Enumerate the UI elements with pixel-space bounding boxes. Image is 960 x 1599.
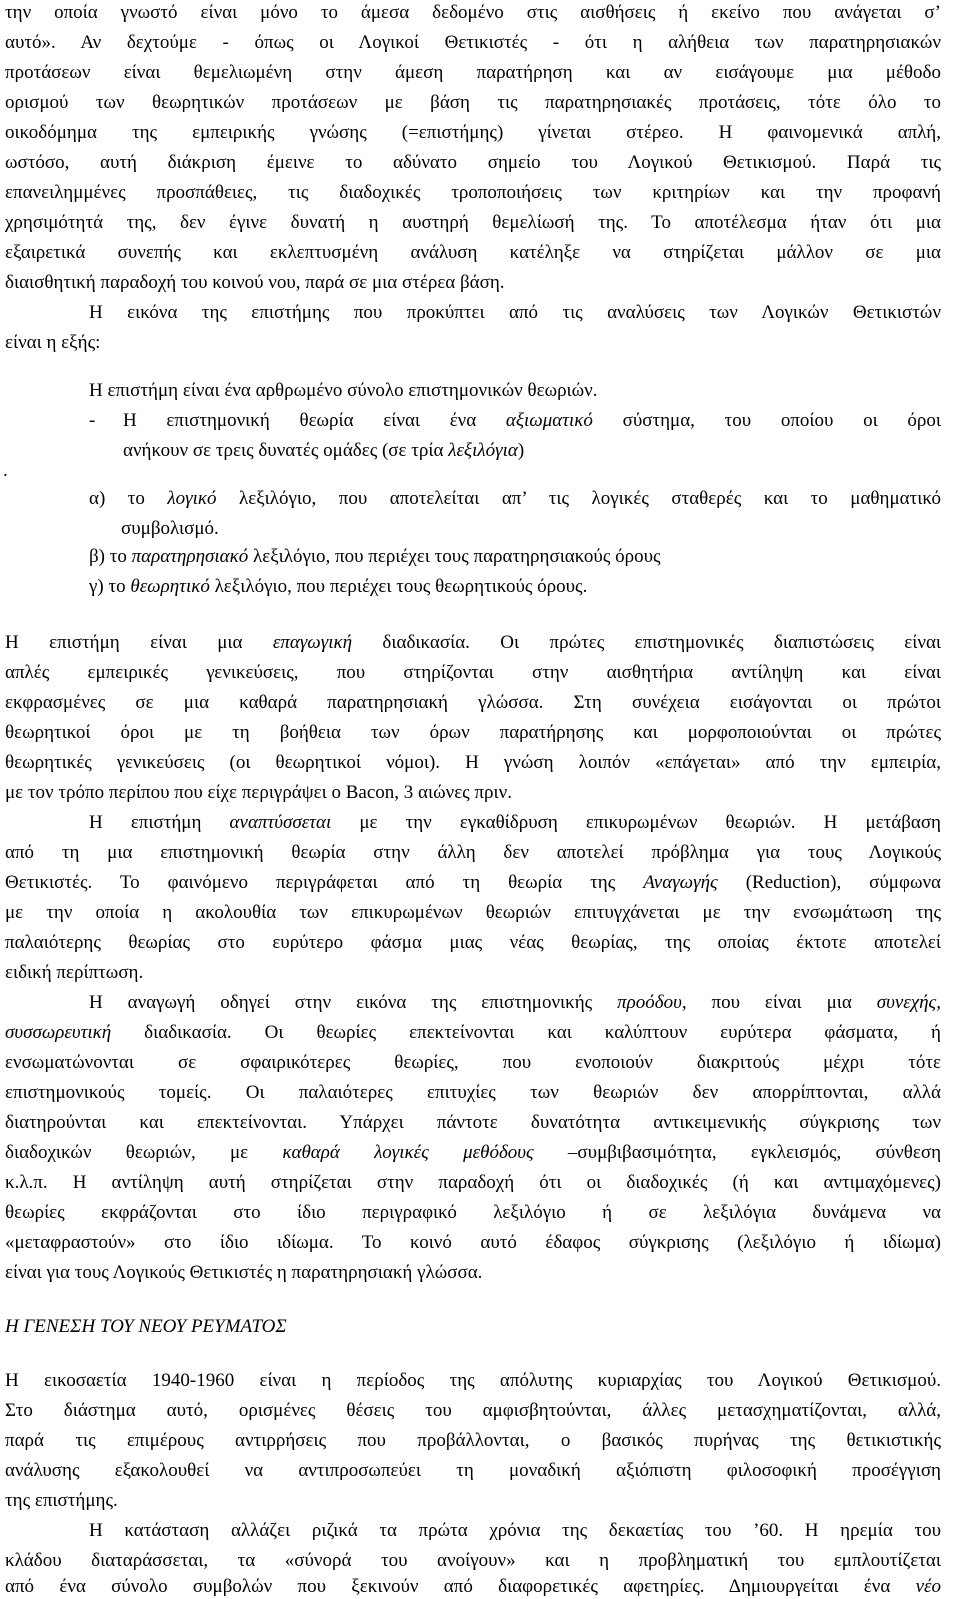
- text-line: Η εικόνα της επιστήμης που προκύπτει από τις αναλύσεις των Λογικών Θετικιστών: [89, 302, 941, 323]
- text-line: επιστημονικούς τομείς. Οι παλαιότερες επιτυχίες των θεωριών δεν απορρίπτονται, αλλά: [5, 1082, 941, 1103]
- text-run: λεξιλόγιο, που περιέχει τους παρατηρησιακούς όρους: [248, 546, 661, 567]
- list-item: [123, 411, 941, 433]
- text-run: Η αναγωγή οδηγεί στην εικόνα της επιστημονικής: [89, 992, 618, 1013]
- emphasis: επαγωγική: [272, 632, 353, 653]
- text-line: με τον τρόπο περίπου που είχε περιγράψει ο Bacon, 3 αιώνες πριν.: [5, 782, 512, 803]
- text-line: Η κατάσταση αλλάζει ριζικά τα πρώτα χρόνια της δεκαετίας του ’60. Η ηρεμία του: [89, 1520, 941, 1541]
- text-line: είναι η εξής:: [5, 332, 101, 353]
- text-line: είναι για τους Λογικούς Θετικιστές η παρατηρησιακή γλώσσα.: [5, 1262, 483, 1283]
- text-run: α) το: [89, 488, 168, 509]
- text-line: προτάσεων είναι θεμελιωμένη στην άμεση παρατήρηση και αν εισάγουμε μια μέθοδο: [5, 62, 941, 83]
- text-line: παρά τις επιμέρους αντιρρήσεις που προβάλλονται, ο βασικός πυρήνας της θετικιστικής: [5, 1430, 941, 1451]
- text-line: επανειλημμένες προσπάθειες, τις διαδοχικές τροποποιήσεις των κριτηρίων και την προφανή: [5, 182, 941, 203]
- text-line: παλαιότερης θεωρίας στο ευρύτερο φάσμα μιας νέας θεωρίας, της οποίας έκτοτε αποτελεί: [5, 932, 941, 953]
- sub-item-a: [89, 489, 941, 511]
- emphasis: συνεχής,: [876, 992, 941, 1013]
- text-line: διαισθητική παραδοχή του κοινού νου, παρά σε μια στέρεα βάση.: [5, 272, 505, 293]
- text-line: της επιστήμης.: [5, 1490, 118, 1511]
- text-line: κ.λ.π. Η αντίληψη αυτή στηρίζεται στην παραδοχή ότι οι διαδοχικές (ή και αντιμαχόμενες): [5, 1172, 941, 1193]
- sub-item-b: [89, 547, 661, 569]
- emphasis: λογικό: [167, 488, 217, 509]
- text-line: από τη μια επιστημονική θεωρία στην άλλη δεν αποτελεί πρόβλημα για τους Λογικούς: [5, 842, 941, 863]
- text-run: Η επιστήμη: [89, 812, 230, 833]
- text-line: οικοδόμημα της εμπειρικής γνώσης (=επιστήμης) γίνεται στέρεο. Η φαινομενικά απλή,: [5, 122, 941, 143]
- text-line: θεωρητικές γενικεύσεις (οι θεωρητικοί νόμοι). Η γνώση λοιπόν «επάγεται» από την εμπειρία,: [5, 752, 941, 773]
- text-run: β) το: [89, 546, 132, 567]
- sub-item-a-continued: συμβολισμό.: [121, 518, 219, 539]
- emphasis: αναπτύσσεται: [229, 812, 332, 833]
- text-line: [5, 633, 941, 655]
- emphasis: αξιωματικό: [505, 410, 593, 431]
- text-run: διαδικασία. Οι θεωρίες επεκτείνονται και καλύπτουν ευρύτερα φάσματα, ή: [111, 1022, 941, 1043]
- text-line: χρησιμότητά της, δεν έγινε δυνατή η αυστηρή θεμελίωσή της. Το αποτέλεσμα ήταν ότι μια: [5, 212, 941, 233]
- emphasis: θεωρητικό: [130, 576, 210, 597]
- text-line: [5, 1023, 941, 1045]
- text-run: λεξιλόγιο, που αποτελείται απ’ τις λογικές σταθερές και το μαθηματικό: [216, 488, 942, 509]
- text-run: (Reduction), σύμφωνα: [717, 872, 941, 893]
- text-line: με την οποία η ακολουθία των επικυρωμένων θεωριών επιτυγχάνεται με την ενσωμάτωση της: [5, 902, 941, 923]
- text-run: ): [517, 440, 525, 461]
- text-run: Θετικιστές. Το φαινόμενο περιγράφεται από τη θεωρία της: [5, 872, 644, 893]
- text-run: Η επιστημονική θεωρία είναι ένα: [123, 410, 506, 431]
- text-run: διαδικασία. Οι πρώτες επιστημονικές διαπιστώσεις είναι: [352, 632, 942, 653]
- text-line: [5, 1143, 941, 1165]
- text-line: θεωρίες εκφράζονται στο ίδιο περιγραφικό λεξιλόγιο ή σε λεξιλόγια δυνάμενα να: [5, 1202, 941, 1223]
- text-run: με την εγκαθίδρυση επικυρωμένων θεωριών. Η μετάβαση: [331, 812, 941, 833]
- text-line: εξαιρετικά συνεπής και εκλεπτυσμένη ανάλυση κατέληξε να στηρίζεται μάλλον σε μια: [5, 242, 941, 263]
- text-run: –συμβιβασιμότητα, εγκλεισμός, σύνθεση: [533, 1142, 942, 1163]
- text-line: [5, 873, 941, 895]
- text-line: Στο διάστημα αυτό, ορισμένες θέσεις του αμφισβητούνται, άλλες μετασχηματίζονται, αλλά,: [5, 1400, 941, 1421]
- sub-item-c: [89, 577, 587, 599]
- text-line: [5, 1577, 941, 1599]
- text-line: κλάδου διαταράσσεται, τα «σύνορά του ανοίγουν» και η προβληματική του εμπλουτίζεται: [5, 1550, 941, 1571]
- emphasis: λεξιλόγια: [448, 440, 518, 461]
- text-line: Η εικοσαετία 1940-1960 είναι η περίοδος της απόλυτης κυριαρχίας του Λογικού Θετικισμού.: [5, 1370, 941, 1391]
- text-line: διατηρούνται και επεκτείνονται. Υπάρχει πάντοτε δυνατότητα αντικειμενικής σύγκρισης των: [5, 1112, 941, 1133]
- text-line: ενσωματώνονται σε σφαιρικότερες θεωρίες, που ενοποιούν διακριτούς μέχρι τότε: [5, 1052, 941, 1073]
- list-item-continued: [123, 441, 524, 463]
- text-line: ορισμού των θεωρητικών προτάσεων με βάση τις παρατηρησιακές προτάσεις, τότε όλο το: [5, 92, 941, 113]
- text-line: ανάλυσης εξακολουθεί να αντιπροσωπεύει τη μοναδική αξιόπιστη φιλοσοφική προσέγγιση: [5, 1460, 941, 1481]
- list-item: Η επιστήμη είναι ένα αρθρωμένο σύνολο επιστημονικών θεωριών.: [89, 380, 598, 401]
- text-line: ωστόσο, αυτή διάκριση έμεινε το αδύνατο σημείο του Λογικού Θετικισμού. Παρά τις: [5, 152, 941, 173]
- text-run: διαδοχικών θεωριών, με: [5, 1142, 283, 1163]
- text-line: απλές εμπειρικές γενικεύσεις, που στηρίζονται στην αισθητήρια αντίληψη και είναι: [5, 662, 941, 683]
- text-line: αυτό». Αν δεχτούμε - όπως οι Λογικοί Θετικιστές - ότι η αλήθεια των παρατηρησιακών: [5, 32, 941, 53]
- text-run: , που είναι μια: [681, 992, 877, 1013]
- text-line: [89, 813, 941, 835]
- emphasis: καθαρά λογικές μεθόδους: [282, 1142, 534, 1163]
- text-run: γ) το: [89, 576, 131, 597]
- text-line: «μεταφραστούν» στο ίδιο ιδίωμα. Το κοινό αυτό έδαφος σύγκρισης (λεξιλόγιο ή ιδίωμα): [5, 1232, 941, 1253]
- text-line: ειδική περίπτωση.: [5, 962, 144, 983]
- text-run: από ένα σύνολο συμβολών που ξεκινούν από διαφορετικές αφετηρίες. Δημιουργείται ένα: [5, 1576, 916, 1597]
- text-run: ανήκουν σε τρεις δυνατές ομάδες (σε τρία: [123, 440, 449, 461]
- emphasis: συσσωρευτική: [5, 1022, 112, 1043]
- section-heading: Η ΓΕΝΕΣΗ ΤΟΥ ΝΕΟΥ ΡΕΥΜΑΤΟΣ: [5, 1316, 287, 1337]
- text-line: εκφρασμένες σε μια καθαρά παρατηρησιακή γλώσσα. Στη συνέχεια εισάγονται οι πρώτοι: [5, 692, 941, 713]
- emphasis: παρατηρησιακό: [131, 546, 249, 567]
- text-run: Η επιστήμη είναι μια: [5, 632, 273, 653]
- emphasis: νέο: [915, 1576, 941, 1597]
- list-dash: -: [89, 410, 96, 431]
- stray-dot: .: [3, 460, 8, 481]
- text-run: λεξιλόγιο, που περιέχει τους θεωρητικούς όρους.: [209, 576, 588, 597]
- text-run: σύστημα, του οποίου οι όροι: [592, 410, 941, 431]
- text-line: [89, 993, 941, 1015]
- emphasis: Αναγωγής: [643, 872, 718, 893]
- text-line: θεωρητικοί όροι με τη βοήθεια των όρων παρατήρησης και μορφοποιούνται οι πρώτες: [5, 722, 941, 743]
- text-line: την οποία γνωστό είναι μόνο το άμεσα δεδομένο στις αισθήσεις ή εκείνο που ανάγεται σ’: [5, 2, 941, 23]
- emphasis: προόδου: [617, 992, 682, 1013]
